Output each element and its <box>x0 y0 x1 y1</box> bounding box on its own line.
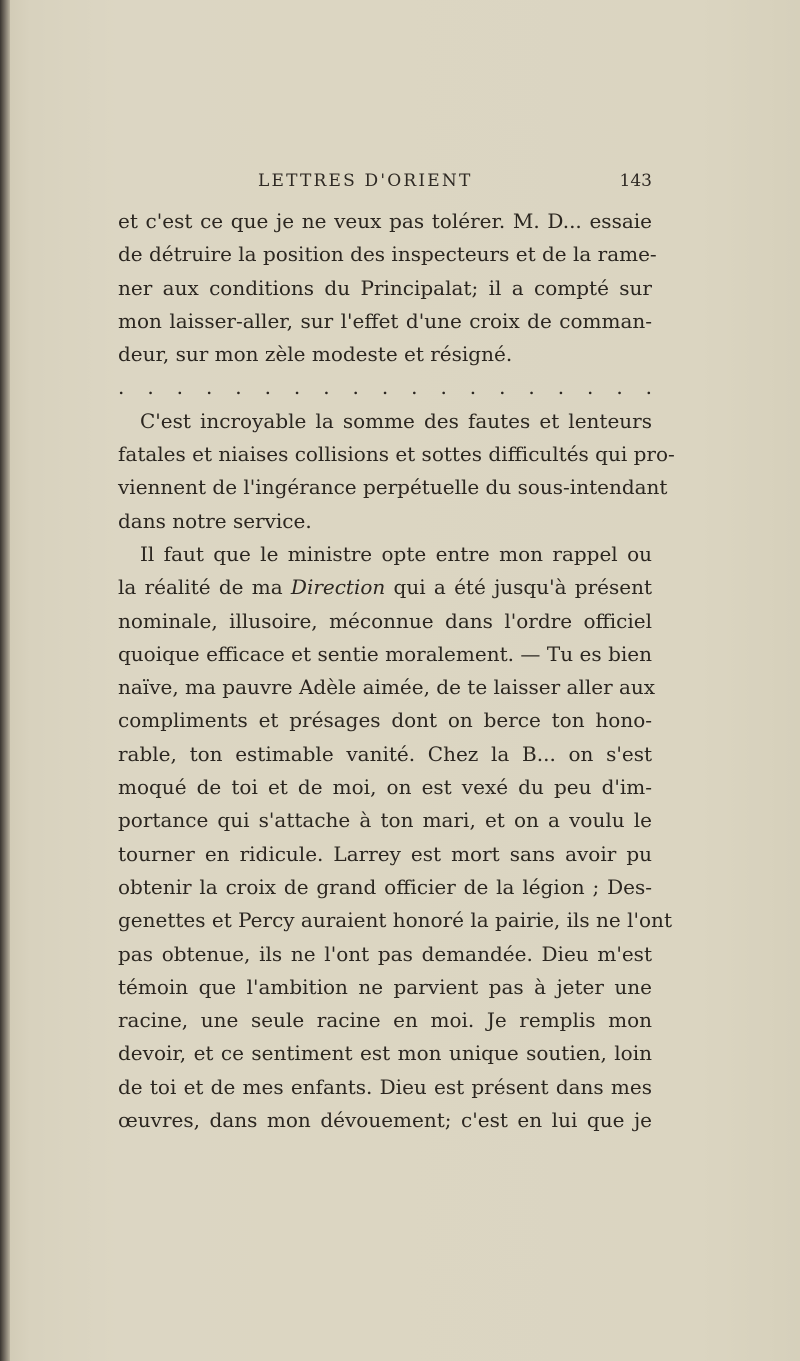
text-line: portance qui s'attache à ton mari, et on a voulu le <box>118 808 652 833</box>
text-line: témoin que l'ambition ne parvient pas à jeter une <box>118 974 652 999</box>
text-line: Il faut que le ministre opte entre mon rappel ou <box>140 541 652 566</box>
text-line: pas obtenue, ils ne l'ont pas demandée. Dieu m'est <box>118 941 652 966</box>
running-title: LETTRES D'ORIENT <box>258 171 473 191</box>
text-line: obtenir la croix de grand officier de la légion ; Des- <box>118 874 652 899</box>
text-line: devoir, et ce sentiment est mon unique soutien, loin <box>118 1041 652 1066</box>
text-line <box>118 571 652 604</box>
text-line: mon laisser-aller, sur l'effet d'une croix de comman- <box>118 308 652 333</box>
text-line: quoique efficace et sentie moralement. — Tu es bien <box>118 641 652 666</box>
book-spine-shadow <box>0 0 10 1361</box>
text-line: rable, ton estimable vanité. Chez la B... on s'est <box>118 741 652 766</box>
text-line: moqué de toi et de moi, on est vexé du peu d'im- <box>118 775 652 800</box>
text-line: ner aux conditions du Principalat; il a compté sur <box>118 275 652 300</box>
text-line: naïve, ma pauvre Adèle aimée, de te laisser aller aux <box>118 675 656 700</box>
page-number: 143 <box>619 171 652 191</box>
text-line: et c'est ce que je ne veux pas tolérer. M. D... essaie <box>118 209 652 233</box>
text-line: racine, une seule racine en moi. Je remplis mon <box>118 1008 652 1033</box>
text-line: viennent de l'ingérance perpétuelle du sous-intendant <box>118 475 668 500</box>
text-line: de détruire la position des inspecteurs et de la rame- <box>118 242 657 267</box>
body-text <box>118 205 675 1137</box>
page-header <box>118 171 652 197</box>
italic-term: Direction <box>290 575 386 600</box>
text-span: la réalité de ma <box>118 575 291 600</box>
ellipsis-separator: . . . . . . . . . . . . . . . . . . . <box>118 375 652 400</box>
text-line: œuvres, dans mon dévouement; c'est en lui que je <box>118 1108 652 1133</box>
text-line: dans notre service. <box>118 508 312 533</box>
text-span: qui a été jusqu'à présent <box>385 575 653 600</box>
text-line: de toi et de mes enfants. Dieu est présent dans mes <box>118 1074 652 1099</box>
text-line: fatales et niaises collisions et sottes difficultés qui pro- <box>118 442 675 467</box>
text-line: nominale, illusoire, méconnue dans l'ordre officiel <box>118 608 652 633</box>
text-line: compliments et présages dont on berce ton hono- <box>118 708 652 733</box>
text-line: deur, sur mon zèle modeste et résigné. <box>118 342 513 367</box>
text-line: C'est incroyable la somme des fautes et lenteurs <box>140 408 652 433</box>
text-line: tourner en ridicule. Larrey est mort sans avoir pu <box>118 841 652 866</box>
text-line: genettes et Percy auraient honoré la pairie, ils ne l'ont <box>118 908 672 933</box>
